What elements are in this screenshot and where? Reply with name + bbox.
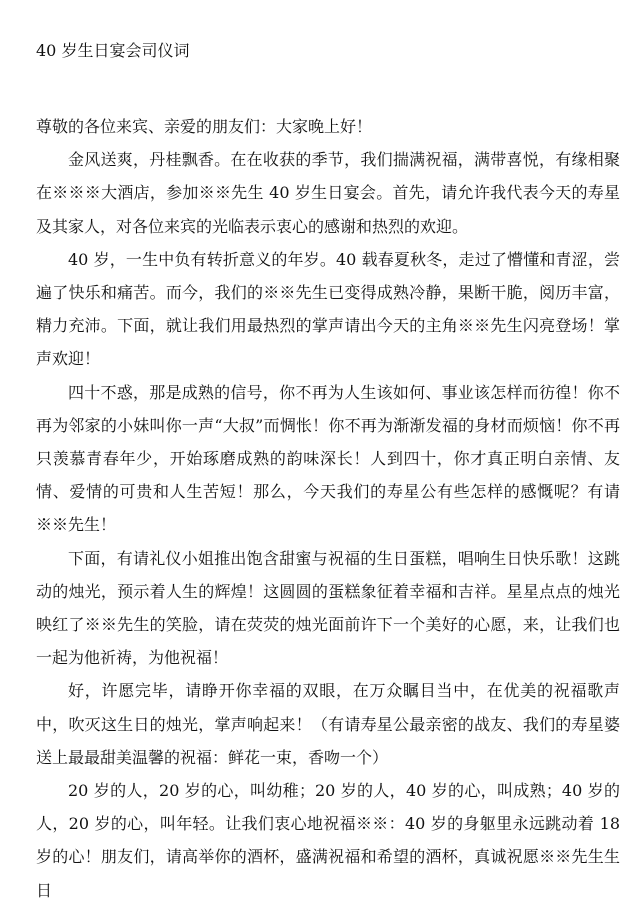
document-title: 40 岁生日宴会司仪词 xyxy=(36,41,190,60)
paragraph-make-wish: 好，许愿完毕，请睁开你幸福的双眼，在万众瞩目当中，在优美的祝福歌声中，吹灭这生日的烛光，掌声响起来！（有请寿星公最亲密的战友、我们的寿星婆送上最最甜美温馨的祝福：鲜花一束，香吻一个） xyxy=(36,681,620,767)
paragraph-opening: 金风送爽，丹桂飘香。在在收获的季节，我们揣满祝福，满带喜悦，有缘相聚在※※※大酒店，参加※※先生 40 岁生日宴会。首先，请允许我代表今天的寿星及其家人，对各位来宾的光临表示衷心的感谢和热烈的欢迎。 xyxy=(36,150,620,236)
paragraph-birthday-cake: 下面，有请礼仪小姐推出饱含甜蜜与祝福的生日蛋糕，唱响生日快乐歌！这跳动的烛光，预示着人生的辉煌！这圆圆的蛋糕象征着幸福和吉祥。星星点点的烛光映红了※※先生的笑脸，请在荧荧的烛光面前许下一个美好的心愿，来，让我们也一起为他祈祷，为他祝福！ xyxy=(36,548,620,668)
paragraph-forty-no-doubts: 四十不惑，那是成熟的信号，你不再为人生该如何、事业该怎样而彷徨！你不再为邻家的小妹叫你一声“大叔”而惆怅！你不再为渐渐发福的身材而烦恼！你不再只羡慕青春年少，开始琢磨成熟的韵味深长！人到四十，你才真正明白亲情、友情、爱情的可贵和人生苦短！那么，今天我们的寿星公有些怎样的感慨呢？有请※※先生！ xyxy=(36,382,620,535)
paragraph-toast: 20 岁的人，20 岁的心，叫幼稚；20 岁的人，40 岁的心，叫成熟；40 岁的人，20 岁的心，叫年轻。让我们衷心地祝福※※：40 岁的身躯里永远跳动着 18 岁的心！朋友们，请高举你的酒杯，盛满祝福和希望的酒杯，真诚祝愿※※先生生日 xyxy=(36,781,620,900)
document-body xyxy=(36,110,620,907)
paragraph-greeting: 尊敬的各位来宾、亲爱的朋友们：大家晚上好！ xyxy=(36,117,373,136)
paragraph-forty-years: 40 岁，一生中负有转折意义的年岁。40 载春夏秋冬，走过了懵懂和青涩，尝遍了快乐和痛苦。而今，我们的※※先生已变得成熟冷静，果断干脆，阅历丰富，精力充沛。下面，就让我们用最热烈的掌声请出今天的主角※※先生闪亮登场！掌声欢迎！ xyxy=(36,249,620,369)
